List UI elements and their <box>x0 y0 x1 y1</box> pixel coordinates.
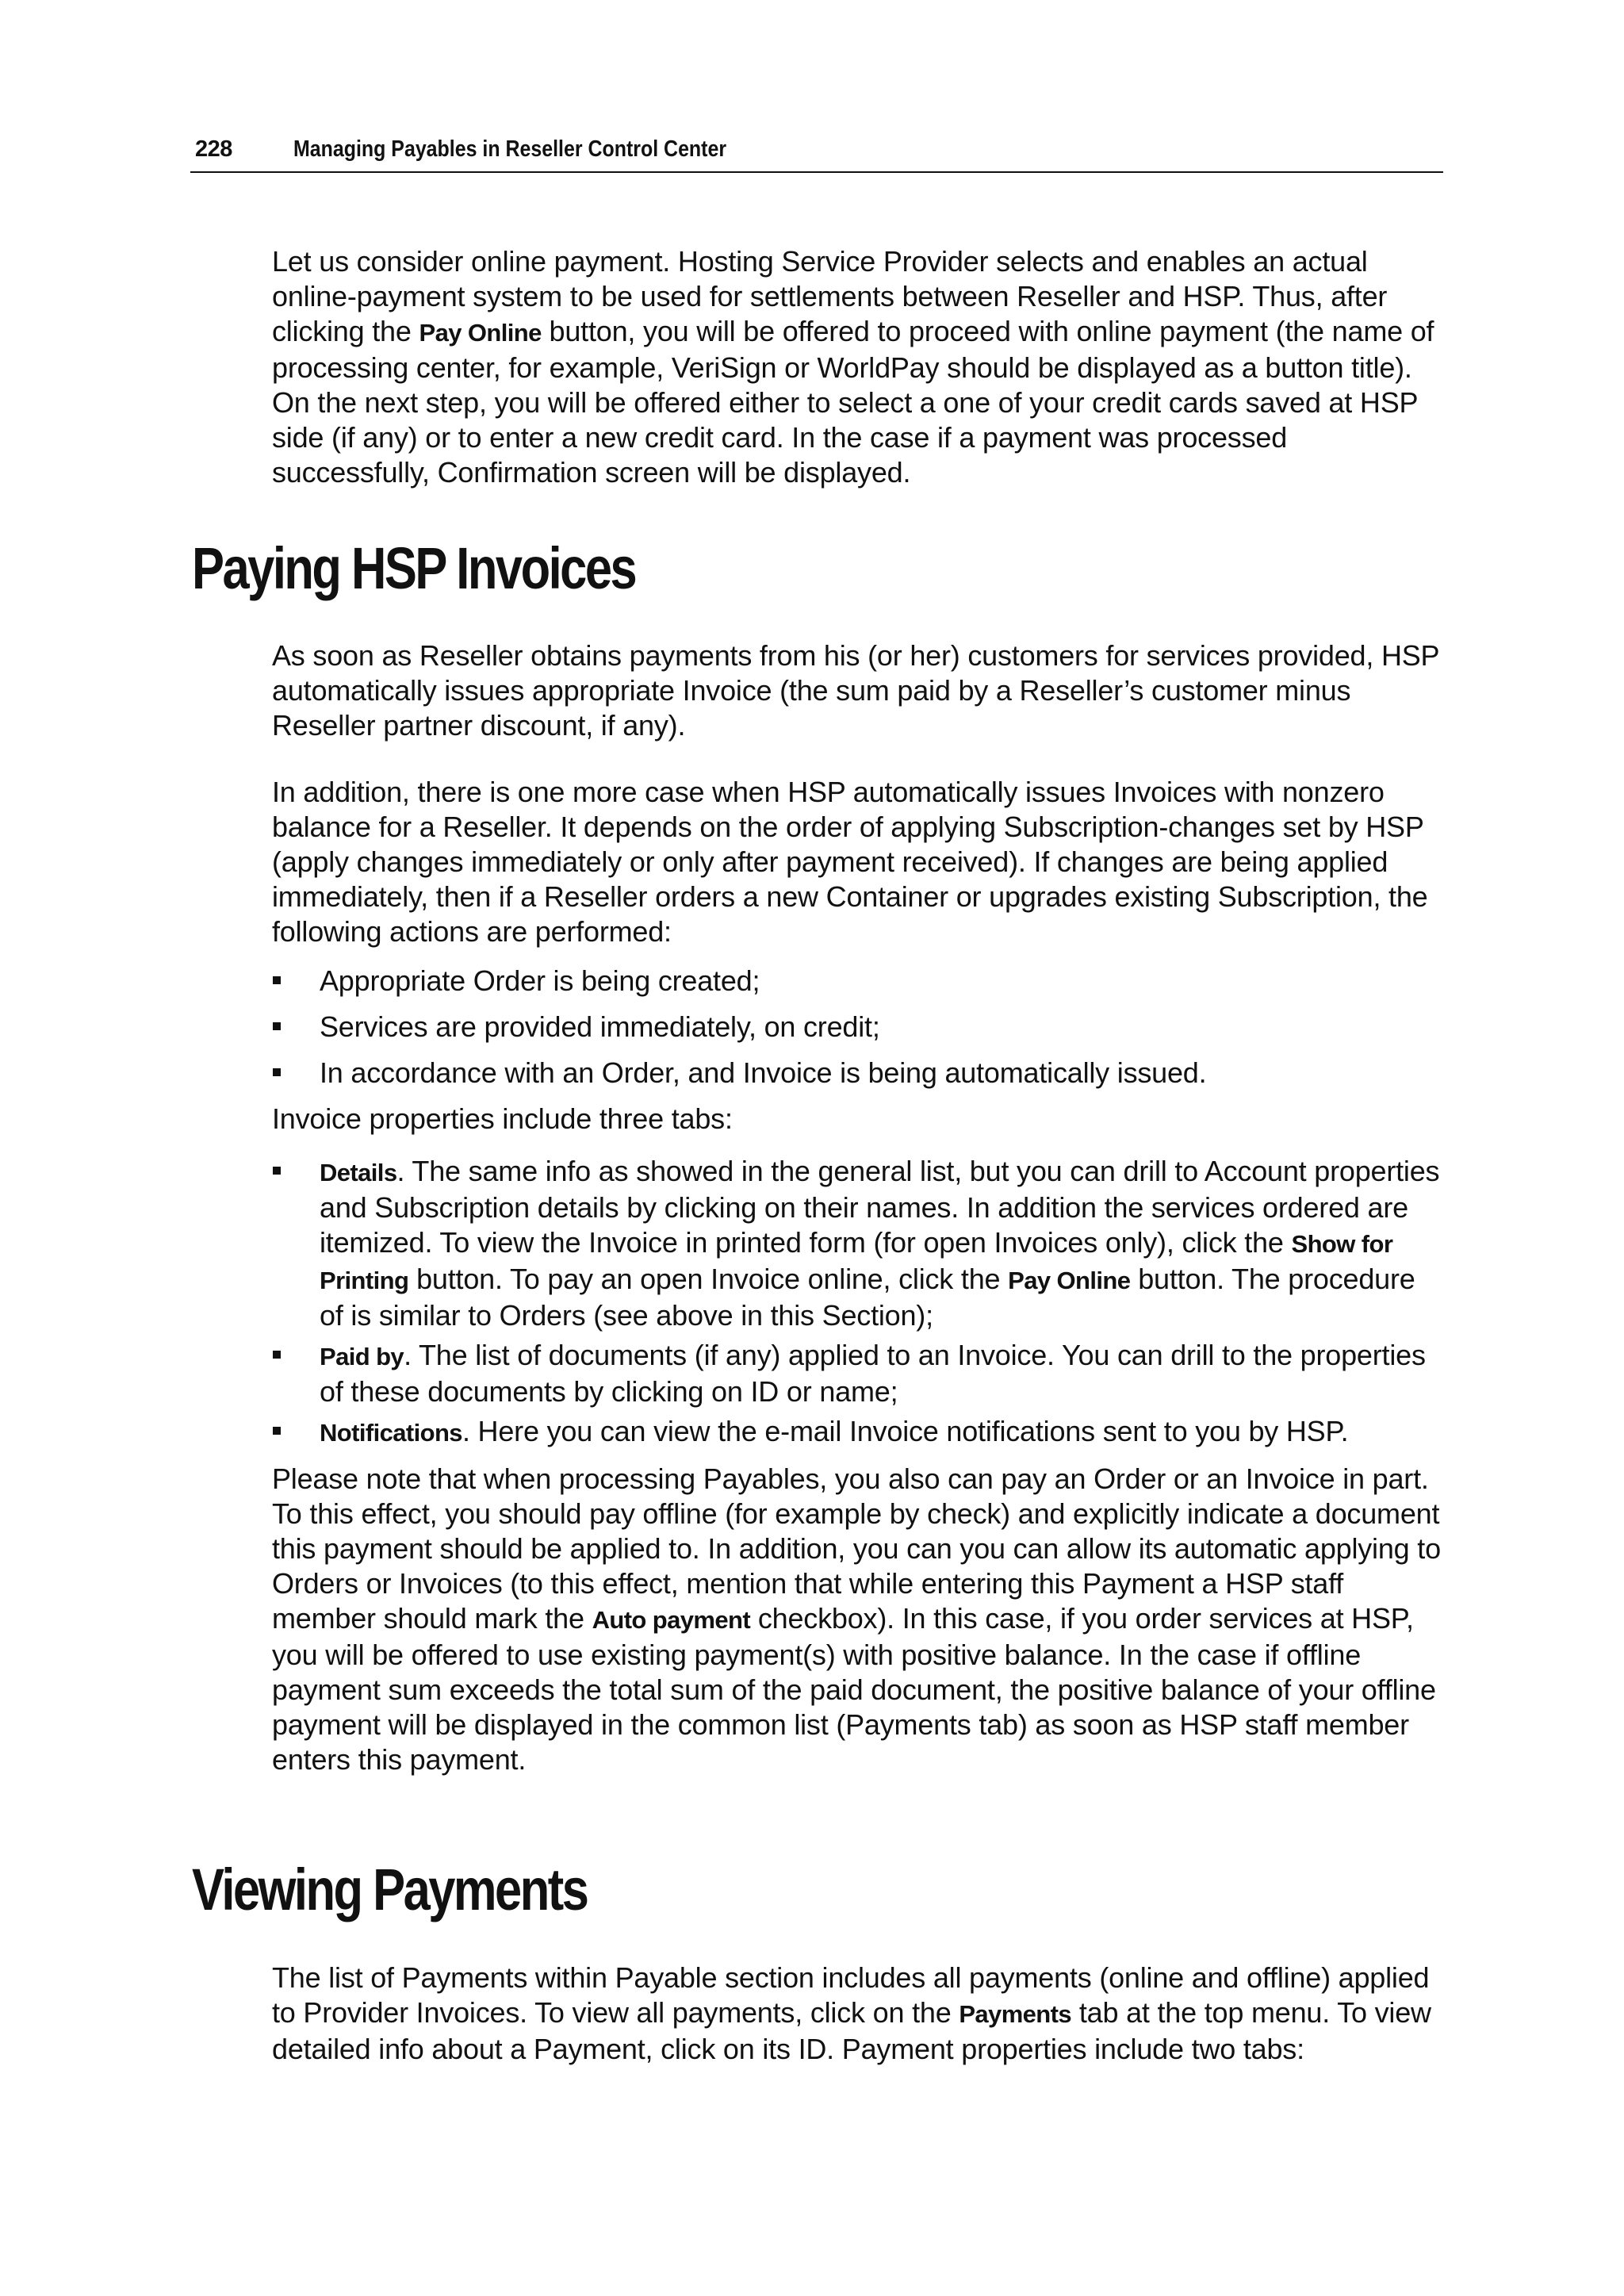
pay-online-term: Pay Online <box>419 319 542 347</box>
bullet-icon <box>273 976 281 984</box>
intro-paragraph: Let us consider online payment. Hosting Service Provider selects and enables an actual online-payment system to be used for settlements between Reseller and HSP. Thus, after clicking the Pay Online button, you will be offered to proceed with online payment (the name of processing center, for example, VeriSign or WorldPay should be displayed as a button title). On the next step, you will be offered either to select a one of your credit cards saved at HSP side (if any) or to enter a new credit card. In the case if a payment was processed successfully, Confirmation screen will be displayed. <box>272 245 1434 489</box>
notifications-tab-term: Notifications <box>320 1419 462 1447</box>
actions-list <box>272 964 1446 1091</box>
list-item: In accordance with an Order, and Invoice is being automatically issued. <box>272 1056 1446 1091</box>
intro-section <box>272 244 1446 490</box>
paid-by-tab-term: Paid by <box>320 1343 404 1370</box>
details-tab-term: Details <box>320 1159 397 1186</box>
show-for-printing-term: Show for Printing <box>320 1230 1393 1294</box>
paragraph: The list of Payments within Payable section includes all payments (online and offline) applied to Provider Invoices. To view all payments, click on the Payments tab at the top menu. To view detailed info about a Payment, click on its ID. Payment properties include two tabs: <box>272 1961 1431 2065</box>
running-title: Managing Payables in Reseller Control Center <box>293 136 727 162</box>
section-heading-paying-hsp-invoices: Paying HSP Invoices <box>192 535 636 601</box>
bullet-icon <box>273 1427 281 1435</box>
page-header <box>190 135 1443 173</box>
bullet-icon <box>273 1351 281 1359</box>
bullet-icon <box>273 1022 281 1030</box>
page-number: 228 <box>195 136 232 162</box>
bullet-icon <box>273 1068 281 1076</box>
bullet-icon <box>273 1167 281 1175</box>
paragraph: Please note that when processing Payables, you also can pay an Order or an Invoice in part. To this effect, you should pay offline (for example by check) and explicitly indicate a document this payment should be applied to. In addition, you can you can allow its automatic applying to Orders or Invoices (to this effect, mention that while entering this Payment a HSP staff member should mark the Auto payment checkbox). In this case, if you order services at HSP, you will be offered to use existing payment(s) with positive balance. In the case if offline payment sum exceeds the total sum of the paid document, the positive balance of your offline payment will be displayed in the common list (Payments tab) as soon as HSP staff member enters this payment. <box>272 1462 1441 1776</box>
paragraph: In addition, there is one more case when HSP automatically issues Invoices with nonzero balance for a Reseller. It depends on the order of applying Subscription-changes set by HSP (apply changes immediately or only after payment received). If changes are being applied immediately, then if a Reseller orders a new Container or upgrades existing Subscription, the following actions are performed: <box>272 776 1428 948</box>
list-item: Notifications. Here you can view the e-mail Invoice notifications sent to you by HSP. <box>272 1414 1446 1451</box>
auto-payment-term: Auto payment <box>592 1606 751 1634</box>
section-heading-viewing-payments: Viewing Payments <box>192 1857 588 1922</box>
payments-tab-term: Payments <box>959 2000 1072 2028</box>
invoice-tabs-list <box>272 1154 1446 1451</box>
paragraph: As soon as Reseller obtains payments from his (or her) customers for services provided, HSP automatically issues appropriate Invoice (the sum paid by a Reseller’s customer minus Reseller partner discount, if any). <box>272 639 1439 742</box>
list-item: Details. The same info as showed in the general list, but you can drill to Account properties and Subscription details by clicking on their names. In addition the services ordered are itemized. To view the Invoice in printed form (for open Invoices only), click the Show for Printing button. To pay an open Invoice online, click the Pay Online button. The procedure of is similar to Orders (see above in this Section); <box>272 1154 1446 1333</box>
viewing-payments-section <box>272 1961 1446 2067</box>
list-item: Paid by. The list of documents (if any) applied to an Invoice. You can drill to the properties of these documents by clicking on ID or name; <box>272 1338 1446 1409</box>
list-item: Services are provided immediately, on credit; <box>272 1010 1446 1045</box>
paying-invoices-section <box>272 638 1446 1777</box>
paragraph: Invoice properties include three tabs: <box>272 1102 733 1135</box>
pay-online-term: Pay Online <box>1008 1267 1131 1294</box>
list-item: Appropriate Order is being created; <box>272 964 1446 999</box>
